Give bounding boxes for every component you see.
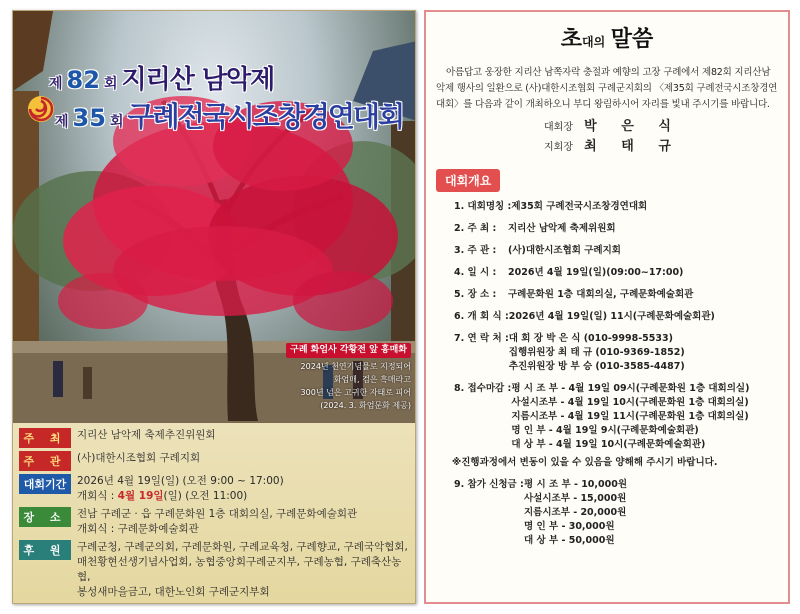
overview-heading: 대회개요	[436, 169, 500, 192]
item-label: 1. 대회명칭 :	[454, 201, 512, 212]
poster-title-line1	[49, 59, 274, 96]
info-row-period	[19, 474, 411, 504]
deadline-line: 명 인 부 - 4월 19일 9시(구례문화예술회관)	[511, 425, 699, 436]
item-label: 2. 주 최 :	[454, 223, 497, 234]
host-text: 지리산 남악제 축제추진위원회	[77, 429, 216, 441]
visitor-figure	[53, 361, 63, 397]
item-value: 2026년 4월 19일(일) 11시(구례문화예술회관)	[508, 311, 715, 322]
fee-line: 지름시조부 - 20,000원	[524, 507, 627, 518]
venue-opening-text: 개회식 : 구례문화예술회관	[77, 523, 199, 535]
contact-line: 대 회 장 박 은 식 (010-9998-5533)	[508, 333, 673, 344]
tag-host: 주 최	[19, 428, 71, 448]
caption-line: 2024년 천연기념물로 지정되어	[300, 362, 411, 371]
poster-title-line2	[55, 95, 403, 135]
title-char-cho: 초	[560, 26, 582, 52]
invitation-panel	[424, 10, 790, 604]
title2-number: 35	[72, 104, 106, 132]
sponsors-line: 구례군청, 구례군의회, 구례문화원, 구례교육청, 구례향교, 구례국악협회,	[77, 541, 408, 553]
caption-highlight: 구례 화엄사 각황전 앞 홍매화	[286, 343, 411, 358]
invitation-title	[436, 22, 778, 53]
temple-eave-left	[13, 11, 53, 91]
contact-line: 집행위원장 최 태 규 (010-9369-1852)	[508, 347, 685, 358]
signatures	[436, 117, 778, 157]
signature-branch-head	[544, 137, 778, 157]
tag-venue: 장 소	[19, 507, 71, 527]
overview-item	[454, 266, 778, 280]
fee-line: 사설시조부 - 15,000원	[524, 493, 627, 504]
item-value: 제35회 구례전국시조창경연대회	[511, 201, 648, 212]
item-label: 3. 주 관 :	[454, 245, 497, 256]
item-label: 8. 접수마감 :	[454, 383, 512, 394]
item-label: 7. 연 락 처 :	[454, 333, 509, 344]
overview-item	[454, 288, 778, 302]
opening-date-highlight: 4월 19일	[117, 490, 164, 502]
title1-name: 지리산 남악제	[121, 65, 275, 95]
photo-caption	[261, 343, 411, 412]
caption-line: 화엄매, 검은 흑매라고	[333, 375, 411, 384]
info-row-host	[19, 428, 411, 448]
tag-period: 대회기간	[19, 474, 71, 494]
chairman-name: 박 은 식	[584, 119, 681, 134]
title1-suffix: 회	[103, 76, 118, 92]
item-value: 구례문화원 1층 대회의실, 구례문화예술회관	[508, 289, 694, 300]
title-char-dae: 대의	[581, 35, 606, 49]
overview-item	[454, 222, 778, 236]
title1-prefix: 제	[49, 76, 63, 92]
deadline-line: 평 시 조 부 - 4월 19일 09시(구례문화원 1층 대회의실)	[511, 383, 750, 394]
tag-organizer: 주 관	[19, 451, 71, 471]
info-row-organizer	[19, 451, 411, 471]
title2-prefix: 제	[55, 114, 69, 130]
period-text: 2026년 4월 19일(일) (오전 9:00 ~ 17:00)	[77, 475, 284, 487]
branch-head-role: 지회장	[544, 142, 573, 153]
item-value: 2026년 4월 19일(일)(09:00~17:00)	[508, 267, 684, 278]
overview-item	[454, 310, 778, 324]
fee-line: 대 상 부 - 50,000원	[524, 535, 615, 546]
venue-text: 전남 구례군 · 읍 구례문화원 1층 대회의실, 구례문화예술회관	[77, 508, 358, 520]
overview-item-fees	[454, 478, 778, 548]
organizer-text: (사)대한시조협회 구례지회	[77, 452, 201, 464]
sponsors-line: 봉성새마을금고, 대한노인회 구례군지부회	[77, 586, 270, 598]
swirl-emblem-icon	[27, 95, 55, 123]
contact-line: 추진위원장 방 부 승 (010-3585-4487)	[508, 361, 685, 372]
item-label: 9. 참가 신청금 :	[454, 479, 524, 490]
sponsors-line: 매천황현선생기념사업회, 농협중앙회구례군지부, 구례농협, 구례축산농협,	[77, 556, 402, 583]
title1-number: 82	[66, 66, 100, 94]
fee-line: 명 인 부 - 30,000원	[524, 521, 615, 532]
overview-item-deadlines	[454, 382, 778, 452]
caption-line: 300년 넘은 고귀한 자태로 피어	[300, 388, 411, 397]
caption-line: (2024. 3. 화엄문화 제공)	[320, 401, 411, 410]
overview-item	[454, 244, 778, 258]
fee-line: 평 시 조 부 - 10,000원	[524, 479, 628, 490]
item-value: (사)대한시조협회 구례지회	[508, 245, 621, 256]
overview-list	[436, 200, 778, 548]
opening-text: 개회식 : 4월 19일(일) (오전 11:00)	[77, 490, 248, 502]
title2-name: 구례전국시조창경연대회	[127, 100, 403, 133]
overview-item	[454, 200, 778, 214]
item-label: 4. 일 시 :	[454, 267, 497, 278]
info-row-sponsors	[19, 540, 411, 600]
item-label: 5. 장 소 :	[454, 289, 497, 300]
deadline-note: ※진행과정에서 변동이 있을 수 있음을 양해해 주시기 바랍니다.	[452, 457, 718, 468]
festival-poster	[12, 10, 416, 604]
poster-info-panel	[13, 423, 416, 604]
branch-head-name: 최 태 규	[584, 139, 681, 154]
title2-suffix: 회	[109, 114, 124, 130]
info-row-venue	[19, 507, 411, 537]
tag-sponsors: 후 원	[19, 540, 71, 560]
deadline-line: 사설시조부 - 4월 19일 10시(구례문화원 1층 대회의실)	[511, 397, 749, 408]
title-char-malsseum: 말씀	[610, 26, 654, 52]
deadline-line: 대 상 부 - 4월 19일 10시(구례문화예술회관)	[511, 439, 706, 450]
invitation-greeting: 아름답고 웅장한 지리산 남쪽자락 충절과 예향의 고장 구례에서 제82회 지리산남악제 행사의 일환으로 (사)대한시조협회 구례군지회의 〈제35회 구례전국시조창경연대회〉를 다음과 같이 개최하오니 부디 왕림하시어 자리를 빛내 주시기를 바랍니다.	[436, 67, 778, 110]
chairman-role: 대회장	[544, 122, 573, 133]
deadline-note-row	[452, 454, 778, 470]
overview-item-contacts	[454, 332, 778, 374]
item-value: 지리산 남악제 축제위원회	[508, 223, 616, 234]
signature-chairman	[544, 117, 778, 137]
item-label: 6. 개 회 식 :	[454, 311, 509, 322]
deadline-line: 지름시조부 - 4월 19일 11시(구례문화원 1층 대회의실)	[511, 411, 749, 422]
